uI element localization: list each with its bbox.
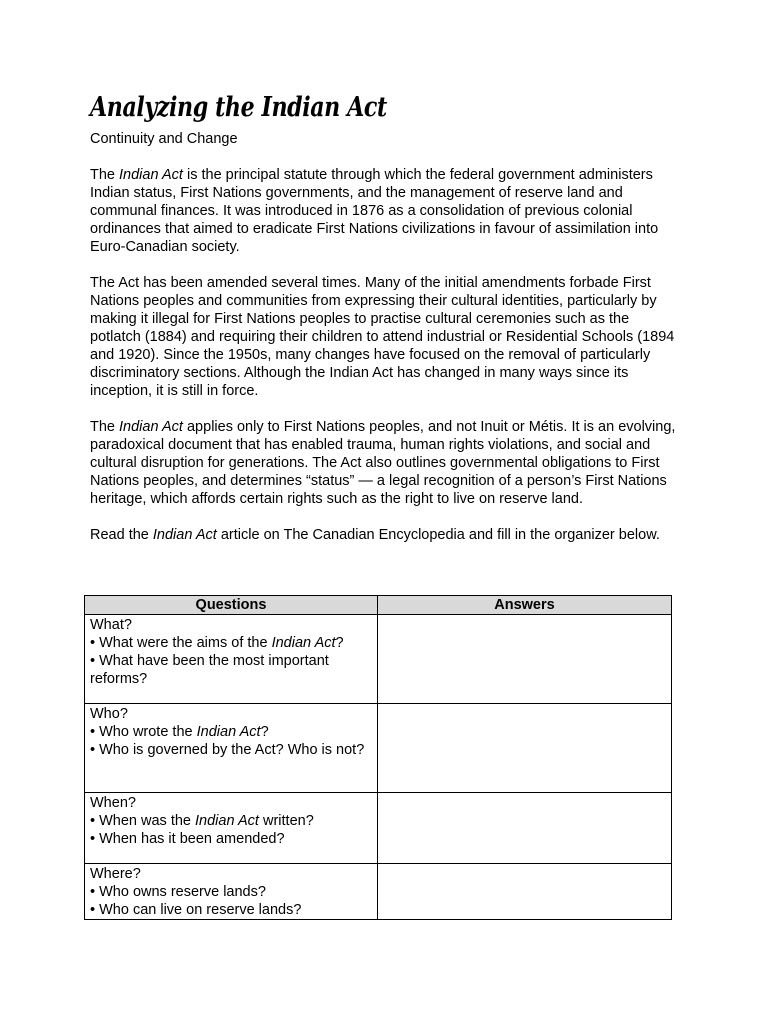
answer-cell[interactable]: [378, 793, 672, 864]
emphasized-text: Indian Act: [119, 167, 183, 183]
status-paragraph: [90, 418, 680, 508]
amendments-paragraph: The Act has been amended several times. Many of the initial amendments forbade First Nations peoples and communities from expressing their cultural identities, particularly by making it illegal for First Nations peoples to practise cultural ceremonies such as the potlatch (1884) and requiring their children to attend industrial or Residential Schools (1894 and 1920). Since the 1950s, many changes have focused on the removal of particularly discriminatory sections. Although the Indian Act has changed in many ways since its inception, it is still in force.: [90, 275, 675, 399]
answers-header: Answers: [378, 596, 672, 615]
question-text: • Who wrote the: [90, 724, 197, 740]
answer-cell[interactable]: [378, 704, 672, 793]
question-line: • What have been the most important reforms?: [90, 653, 329, 687]
paragraph-text: The: [90, 419, 120, 435]
table-row: [85, 793, 672, 864]
question-cell: [85, 793, 378, 864]
emphasized-text: Indian Act: [119, 419, 183, 435]
question-text: ?: [335, 635, 344, 651]
question-heading: Where?: [90, 866, 141, 882]
question-text: written?: [258, 813, 314, 829]
question-cell: [85, 615, 378, 704]
questions-header: Questions: [85, 596, 378, 615]
emphasized-text: Indian Act: [196, 724, 261, 740]
question-heading: When?: [90, 795, 136, 811]
document-body: [90, 90, 680, 544]
instructions-paragraph: [90, 526, 680, 544]
answer-cell[interactable]: [378, 615, 672, 704]
paragraph-text: The: [90, 167, 120, 183]
intro-paragraph: [90, 166, 680, 256]
question-line: • Who is governed by the Act? Who is not?: [90, 742, 365, 758]
table-row: [85, 704, 672, 793]
paragraph-text: is the principal statute through which the federal government administers Indian status, First Nations governments, and the management of reserve land and communal finances. It was introduced in 1876 as a consolidation of previous colonial ordinances that aimed to eradicate First Nations civilizations in favour of assimilation into Euro-Canadian society.: [90, 167, 659, 255]
table-header-row: [85, 596, 672, 615]
paragraph-text: applies only to First Nations peoples, and not Inuit or Métis. It is an evolving, paradoxical document that has enabled trauma, human rights violations, and social and cultural disruption for generations. The Act also outlines governmental obligations to First Nations peoples, and determines “status” — a legal recognition of a person’s First Nations heritage, which affords certain rights such as the right to live on reserve land.: [90, 419, 676, 507]
question-line: • Who can live on reserve lands?: [90, 902, 302, 918]
page-title: Analyzing the Indian Act: [90, 92, 387, 123]
question-text: • What were the aims of the: [90, 635, 272, 651]
paragraph-text: article on The Canadian Encyclopedia and fill in the organizer below.: [216, 527, 660, 543]
question-text: ?: [260, 724, 269, 740]
question-text: • When was the: [90, 813, 196, 829]
question-line: [90, 723, 372, 741]
organizer-table: [84, 595, 672, 920]
question-heading: What?: [90, 617, 132, 633]
question-line: • When has it been amended?: [90, 831, 285, 847]
answer-cell[interactable]: [378, 864, 672, 920]
emphasized-text: Indian Act: [195, 813, 259, 829]
question-cell: [85, 864, 378, 920]
emphasized-text: Indian Act: [152, 527, 217, 543]
question-cell: [85, 704, 378, 793]
table-row: [85, 864, 672, 920]
question-line: [90, 634, 372, 652]
table-row: [85, 615, 672, 704]
question-heading: Who?: [90, 706, 128, 722]
page-subtitle: Continuity and Change: [90, 131, 238, 147]
emphasized-text: Indian Act: [271, 635, 336, 651]
paragraph-text: Read the: [90, 527, 153, 543]
question-line: [90, 812, 372, 830]
question-line: • Who owns reserve lands?: [90, 884, 266, 900]
